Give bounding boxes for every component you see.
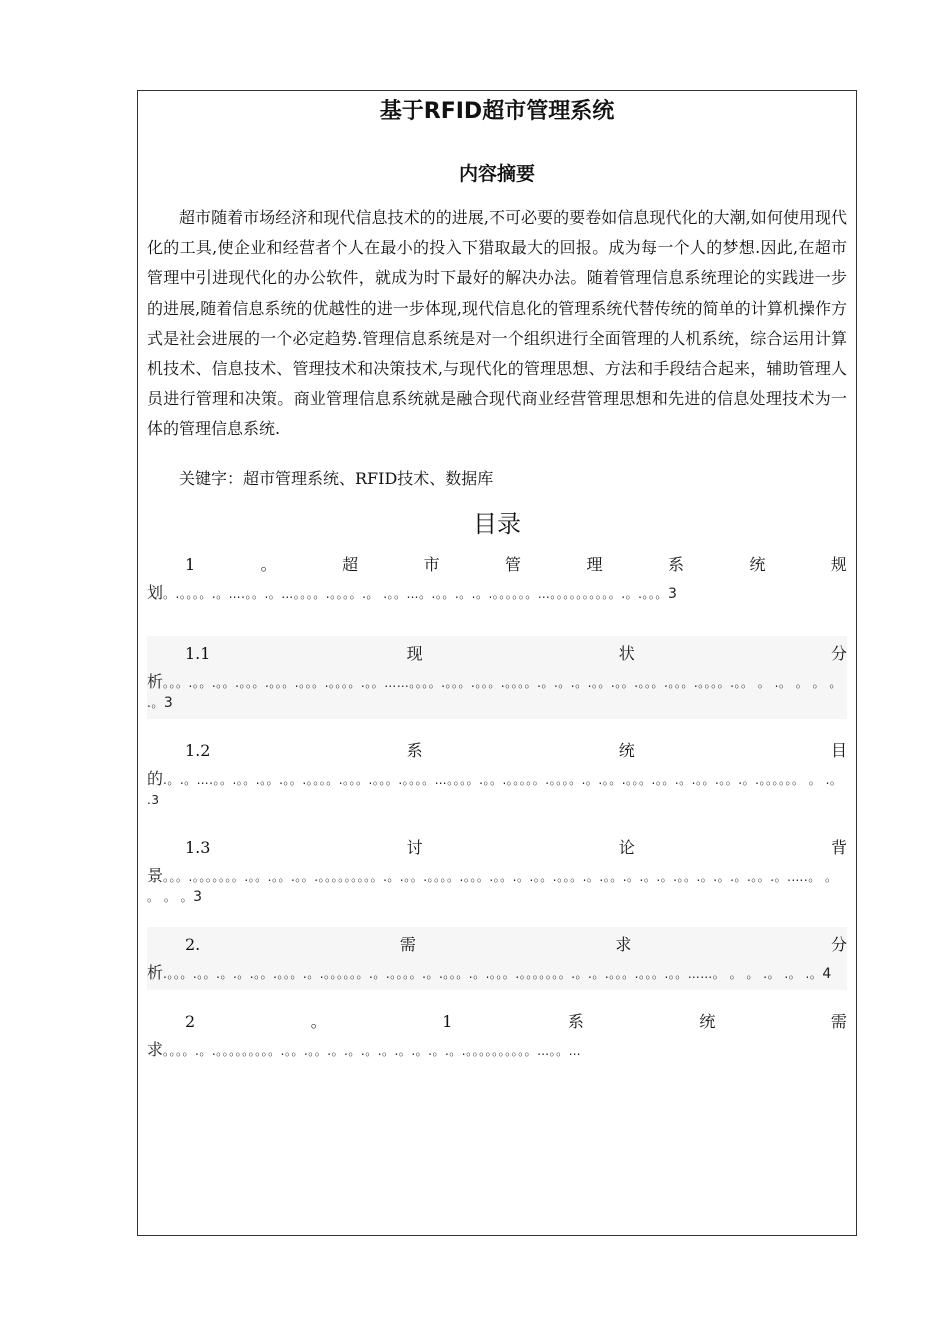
toc-heading-token: 2 — [185, 1011, 196, 1031]
toc-leader-dots: 。。。.。。.。。.。。。.。。。.。。。.。。。。.。。……。。。。.。。。.。。。.。。。。.。.。.。.。。.。。.。。。.。。。.。。。。.。。 。 .。 。 。 。 .。 — [147, 675, 842, 710]
toc-heading-token: 状 — [618, 643, 635, 663]
toc-entry[interactable] — [147, 830, 847, 913]
toc-heading-token: 1.1 — [185, 643, 211, 663]
toc-heading-token: 分 — [830, 643, 847, 663]
toc-entry-heading — [147, 830, 847, 866]
toc-page-number: 4 — [822, 965, 832, 982]
toc-heading-token: 1 — [185, 554, 196, 574]
toc-heading-token: 系 — [406, 740, 423, 760]
toc-heading-last-char: 求 — [147, 1039, 164, 1059]
toc-heading-token: 分 — [830, 934, 847, 954]
toc-heading-token: 超 — [342, 554, 359, 574]
toc-entry-heading — [147, 636, 847, 672]
document-content — [147, 91, 847, 1067]
toc-heading-token: 规 — [830, 554, 847, 574]
table-of-contents — [147, 547, 847, 1067]
toc-entry[interactable] — [147, 927, 847, 990]
toc-dot-leader — [147, 583, 847, 604]
toc-heading-last-char: 析 — [147, 671, 164, 691]
toc-entry-heading — [147, 547, 847, 583]
toc-heading-token: 统 — [749, 554, 766, 574]
toc-heading-token: 需 — [830, 1011, 847, 1031]
toc-dot-leader — [147, 1040, 847, 1061]
toc-page-number: 3 — [193, 888, 203, 905]
toc-entry-heading — [147, 1004, 847, 1040]
toc-page-number: 3 — [163, 694, 174, 711]
toc-leader-dots: .。。。.。。.。.。.。。.。。。.。.。。。。。。.。.。。。。.。.。。。.。.。。。.。。。。。。。.。.。.。。。.。。。.。。……。 。 。 .。 .。 .。 — [163, 966, 823, 981]
keywords-line: 关键字：超市管理系统、RFID技术、数据库 — [179, 468, 494, 488]
toc-heading-token: 统 — [699, 1011, 716, 1031]
toc-heading-token: 理 — [586, 554, 603, 574]
toc-heading-token: 1.2 — [185, 740, 211, 760]
abstract-paragraph: 超市随着市场经济和现代信息技术的的进展,不可必要的要卷如信息现代化的大潮,如何使用现代化的工具,使企业和经营者个人在最小的投入下猎取最大的回报。成为每一个人的梦想.因此,在超市管理中引进现代化的办公软件，就成为时下最好的解决办法。随着管理信息系统理论的实践进一步的进展,随着信息系统的优越性的进一步体现,现代信息化的管理系统代替传统的简单的计算机操作方式是社会进展的一个必定趋势.管理信息系统是对一个组织进行全面管理的人机系统，综合运用计算机技术、信息技术、管理技术和决策技术,与现代化的管理思想、方法和手段结合起来，辅助管理人员进行管理和决策。商业管理信息系统就是融合现代商业经营管理思想和先进的信息处理技术为一体的管理信息系统. — [147, 208, 847, 439]
toc-heading-token: 系 — [667, 554, 684, 574]
toc-heading-token: 需 — [399, 934, 416, 954]
document-frame — [137, 90, 857, 1236]
toc-heading-token: 市 — [423, 554, 440, 574]
toc-entry[interactable] — [147, 547, 847, 610]
toc-heading: 目录 — [473, 509, 521, 538]
toc-heading-last-char: 的 — [147, 768, 164, 788]
toc-heading-token: 目 — [830, 740, 847, 760]
toc-dot-leader — [147, 963, 847, 984]
toc-heading-token: 1 — [442, 1011, 453, 1031]
toc-heading-token: 系 — [567, 1011, 584, 1031]
toc-entry[interactable] — [147, 733, 847, 816]
toc-heading-token: 2. — [185, 934, 201, 954]
toc-heading-token: 论 — [618, 837, 635, 857]
toc-heading-token: 讨 — [406, 837, 423, 857]
toc-heading-token: 管 — [505, 554, 522, 574]
abstract-heading: 内容摘要 — [458, 163, 535, 185]
toc-heading-token: 背 — [830, 837, 847, 857]
toc-entry[interactable] — [147, 1004, 847, 1067]
toc-entry-heading — [147, 733, 847, 769]
toc-heading-last-char: 析 — [147, 962, 164, 982]
toc-dot-leader — [147, 769, 847, 810]
toc-heading-token: 现 — [406, 643, 423, 663]
toc-leader-dots: 。。。.。。。。。。。.。。.。。.。。.。。。。。。。。。.。.。。.。。。。.。。。.。。.。.。。.。。。.。.。。.。.。.。.。。.。.。.。.。。.。.….。 。 。 。 。 — [147, 869, 838, 904]
toc-leader-dots: 。.。。。。.。….。。.。…。。。。.。。。。.。 .。。…。.。。.。.。.。。。。。。…。。。。。。。。。。.。.。。。 — [163, 586, 668, 601]
toc-heading-token: 。 — [260, 554, 277, 574]
toc-heading-token: 1.3 — [185, 837, 211, 857]
toc-heading-token: 求 — [615, 934, 632, 954]
toc-page-number: 3 — [667, 585, 678, 602]
toc-entry-heading — [147, 927, 847, 963]
toc-heading-token: 。 — [310, 1011, 327, 1031]
toc-entry[interactable] — [147, 636, 847, 719]
document-title: 基于RFID超市管理系统 — [379, 99, 615, 124]
toc-heading-last-char: 划 — [147, 582, 164, 602]
toc-dot-leader — [147, 866, 847, 907]
toc-leader-dots: 。。。。.。.。。。。。。。。。.。。.。。.。.。.。.。.。.。.。.。.。。。。。。。。。。…。。… — [163, 1043, 582, 1058]
toc-heading-last-char: 景 — [147, 865, 164, 885]
toc-leader-dots: .。.。….。。.。。.。。.。。.。。。。.。。。.。。。.。。。。…。。。。.。。.。。。。。.。。。。.。.。。.。。。.。。.。.。。.。。.。.。。。。。。 。 .。 .3 — [147, 772, 843, 807]
toc-heading-token: 统 — [618, 740, 635, 760]
toc-dot-leader — [147, 672, 847, 713]
